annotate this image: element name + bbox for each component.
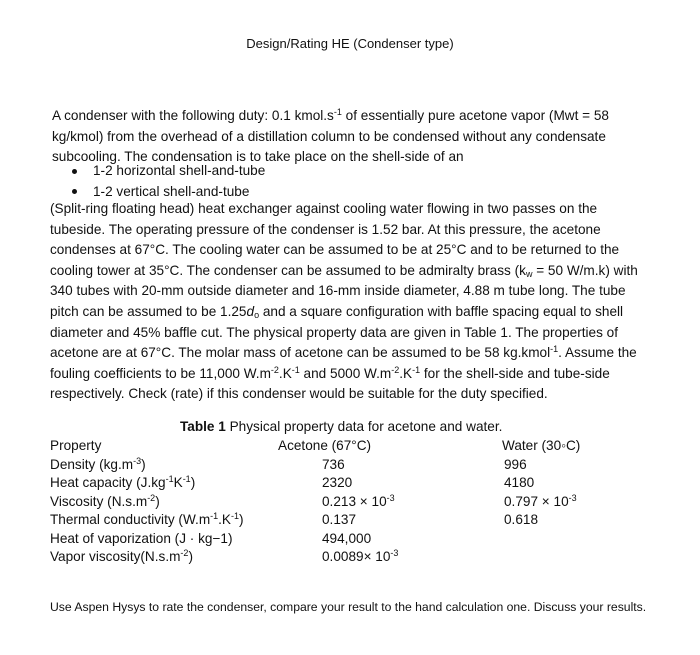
superscript: -1 — [165, 474, 174, 484]
text-run: ) — [190, 475, 196, 490]
acetone-cell: 736 — [322, 456, 345, 472]
property-cell — [50, 493, 160, 512]
table-row — [50, 530, 650, 549]
table-row — [50, 548, 650, 567]
text-run: ) — [155, 493, 160, 509]
acetone-cell: 494,000 — [322, 530, 372, 546]
acetone-cell — [322, 548, 398, 567]
text-run: Viscosity (N.s.m — [50, 493, 148, 509]
superscript: -2 — [391, 364, 400, 375]
superscript: -3 — [390, 548, 399, 558]
property-cell — [50, 474, 195, 493]
column-header: Water (30◦C) — [502, 438, 581, 453]
text-run: 0.213 × 10 — [322, 493, 387, 509]
text-run: (Split-ring floating head) heat exchanger against cooling water flowing in two passes on the tubeside. The operating pressure of the condenser is 1.52 bar. At this pressure, the acetone condenses at 67°C. The cooling water can be assumed to be at 25°C and to be returned to the cooling tower at 35°C. The condenser can be assumed to be admiralty brass (k — [50, 201, 620, 278]
text-run: .K — [399, 365, 413, 381]
text-run: and 5000 W.m — [299, 365, 392, 381]
problem-paragraph-intro — [52, 106, 648, 168]
text-run: 0.0089× 10 — [322, 549, 391, 564]
superscript: -1 — [412, 364, 421, 375]
bullet-text: 1-2 vertical shell-and-tube — [93, 183, 250, 199]
text-run: .K — [278, 365, 292, 381]
text-run: A condenser with the following duty: 0.1 kmol.s — [52, 108, 334, 123]
superscript: -1 — [210, 511, 219, 521]
water-cell: 0.618 — [504, 512, 539, 527]
superscript: -1 — [550, 344, 559, 355]
task-instruction: Use Aspen Hysys to rate the condenser, compare your result to the hand calculation one. Discuss your results. — [50, 600, 647, 614]
superscript: -2 — [270, 364, 279, 375]
text-run: K — [173, 475, 183, 490]
superscript: -3 — [386, 492, 395, 503]
column-header: Property — [50, 438, 102, 453]
property-table — [50, 437, 650, 567]
text-run: ) — [239, 512, 244, 527]
table-row — [50, 456, 650, 475]
table-caption-label: Table 1 — [180, 419, 226, 434]
bullet-icon — [72, 189, 77, 194]
text-run: for the shell-side and tube-side respectively. Check (rate) if this condenser would be suitable for the duty specified. — [50, 365, 610, 402]
property-cell — [50, 511, 244, 530]
text-run: Density (kg.m — [50, 456, 134, 472]
problem-paragraph-details — [50, 199, 650, 405]
property-cell: Heat of vaporization (J · kg−1) — [50, 530, 233, 546]
superscript: -1 — [231, 511, 240, 521]
bullet-item — [72, 161, 265, 182]
bullet-list — [72, 161, 265, 202]
text-run: .K — [218, 512, 231, 527]
table-row — [50, 511, 650, 530]
text-run: . Assume the fouling coefficients to be 11,000 W.m — [50, 345, 637, 381]
text-run: = 50 W/m.k) with 340 tubes with 20-mm outside diameter and 16-mm inside diameter, 4.88 m tube long. The tube pitch can be assumed to be 1.25 — [50, 262, 638, 319]
table-row — [50, 474, 650, 493]
property-cell — [50, 456, 146, 475]
bullet-icon — [72, 169, 77, 174]
superscript: -3 — [133, 455, 142, 466]
table-row — [50, 493, 650, 512]
acetone-cell: 2320 — [322, 475, 353, 490]
superscript: -1 — [182, 474, 191, 484]
table-caption-text: Physical property data for acetone and water. — [225, 419, 503, 434]
property-cell — [50, 548, 193, 567]
water-cell — [504, 493, 577, 512]
text-run: ) — [188, 549, 193, 564]
superscript: -2 — [180, 548, 189, 558]
text-run: ) — [141, 456, 146, 472]
subscript: o — [254, 309, 260, 320]
text-run: Vapor viscosity(N.s.m — [50, 549, 181, 564]
table-caption — [180, 419, 502, 434]
superscript: -2 — [147, 492, 156, 503]
text-run: Thermal conductivity (W.m — [50, 512, 211, 527]
subscript: w — [525, 268, 533, 279]
table-header-row — [50, 437, 650, 456]
text-run: Heat capacity (J.kg — [50, 475, 166, 490]
bullet-text: 1-2 horizontal shell-and-tube — [93, 163, 266, 178]
acetone-cell — [322, 493, 395, 512]
text-run: and a square configuration with baffle spacing equal to shell diameter and 45% baffle cut. The physical property data are given in Table 1. The properties of acetone are at 67°C. The molar mass of acetone can be assumed to be 58 kg.kmol — [50, 303, 624, 361]
text-run: 0.797 × 10 — [504, 493, 569, 509]
superscript: -1 — [291, 364, 300, 375]
superscript: -1 — [333, 107, 342, 117]
italic-text: d — [246, 303, 255, 319]
acetone-cell: 0.137 — [322, 512, 357, 527]
water-cell: 4180 — [504, 475, 535, 490]
superscript: -3 — [568, 492, 577, 503]
column-header: Acetone (67°C) — [278, 438, 372, 453]
text-run: of essentially pure acetone vapor (Mwt = 58 kg/kmol) from the overhead of a distillation column to be condensed without any condensate subcooling. The condensation is to take place on the shell-side of an — [52, 108, 609, 165]
water-cell: 996 — [504, 456, 527, 472]
page-title: Design/Rating HE (Condenser type) — [246, 36, 454, 51]
